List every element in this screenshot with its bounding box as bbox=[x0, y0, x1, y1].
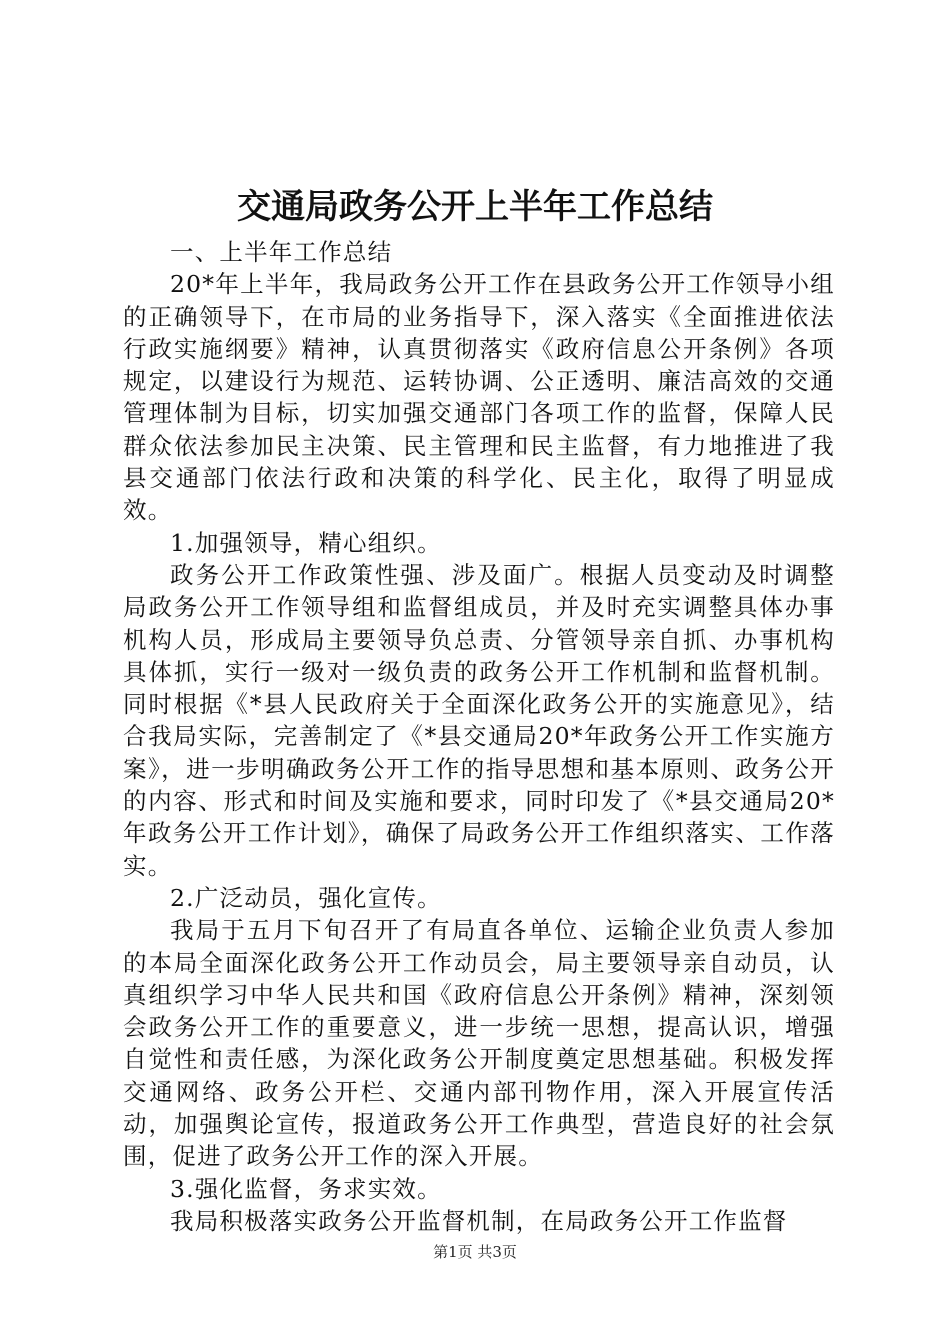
body-paragraph: 我局积极落实政务公开监督机制，在局政务公开工作监督 bbox=[170, 1206, 788, 1235]
body-paragraph: 20*年上半年，我局政务公开工作在县政务公开工作领导小组的正确领导下，在市局的业务指导下，深入落实《全面推进依法行政实施纲要》精神，认真贯彻落实《政府信息公开条例》各项规定，以建设行为规范、运转协调、公正透明、廉洁高效的交通管理体制为目标，切实加强交通部门各项工作的监督，保障人民群众依法参加民主决策、民主管理和民主监督，有力地推进了我县交通部门依法行政和决策的科学化、民主化，取得了明显成效。 bbox=[123, 270, 835, 525]
section-heading: 1.加强领导，精心组织。 bbox=[170, 528, 442, 557]
page-footer: 第1页 共3页 bbox=[433, 1243, 517, 1261]
document-title: 交通局政务公开上半年工作总结 bbox=[237, 187, 713, 227]
section-heading: 一、上半年工作总结 bbox=[170, 238, 393, 266]
body-paragraph: 我局于五月下旬召开了有局直各单位、运输企业负责人参加的本局全面深化政务公开工作动员会，局主要领导亲自动员，认真组织学习中华人民共和国《政府信息公开条例》精神，深刻领会政务公开工作的重要意义，进一步统一思想，提高认识，增强自觉性和责任感，为深化政务公开制度奠定思想基础。积极发挥交通网络、政务公开栏、交通内部刊物作用，深入开展宣传活动，加强舆论宣传，报道政务公开工作典型，营造良好的社会氛围，促进了政务公开工作的深入开展。 bbox=[123, 916, 835, 1171]
section-heading: 2.广泛动员，强化宣传。 bbox=[170, 883, 442, 912]
section-heading: 3.强化监督，务求实效。 bbox=[170, 1174, 442, 1203]
body-paragraph: 政务公开工作政策性强、涉及面广。根据人员变动及时调整局政务公开工作领导组和监督组成员，并及时充实调整具体办事机构人员，形成局主要领导负总责、分管领导亲自抓、办事机构具体抓，实行一级对一级负责的政务公开工作机制和监督机制。同时根据《*县人民政府关于全面深化政务公开的实施意见》，结合我局实际，完善制定了《*县交通局20*年政务公开工作实施方案》，进一步明确政务公开工作的指导思想和基本原则、政务公开的内容、形式和时间及实施和要求，同时印发了《*县交通局20*年政务公开工作计划》，确保了局政务公开工作组织落实、工作落实。 bbox=[123, 560, 835, 880]
document-body bbox=[123, 236, 835, 1237]
